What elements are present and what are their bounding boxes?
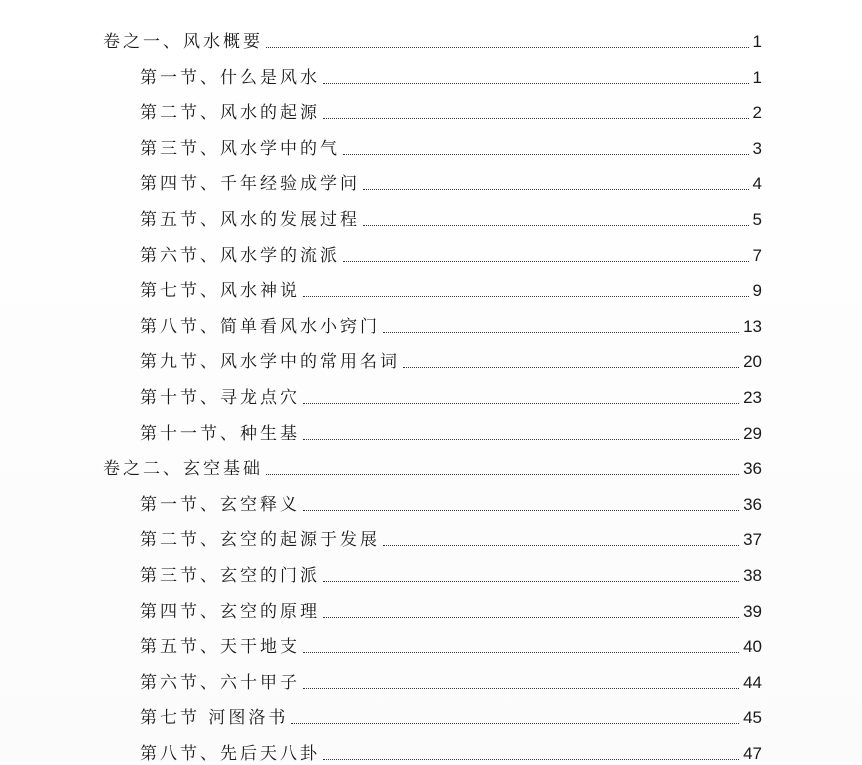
- toc-section-row[interactable]: [140, 136, 762, 160]
- toc-entry-title: 第五节、天干地支: [140, 637, 300, 658]
- toc-page-number: 47: [743, 744, 762, 763]
- toc-section-row[interactable]: [140, 278, 762, 302]
- toc-entry-title: 卷之二、玄空基础: [103, 459, 263, 480]
- toc-page-number: 7: [752, 245, 762, 265]
- dot-leader: [303, 651, 739, 653]
- toc-section-row[interactable]: [140, 670, 762, 694]
- dot-leader: [323, 758, 739, 760]
- toc-page-number: 37: [743, 530, 762, 550]
- toc-page-number: 38: [743, 566, 762, 585]
- toc-page-number: 3: [752, 138, 762, 158]
- toc-entry-title: 第九节、风水学中的常用名词: [140, 352, 400, 373]
- toc-entry-title: 第四节、玄空的原理: [140, 601, 320, 622]
- dot-leader: [291, 722, 739, 724]
- toc-section-row[interactable]: [140, 349, 762, 373]
- toc-section-row[interactable]: [140, 171, 762, 195]
- dot-leader: [303, 509, 739, 511]
- toc-page-number: 4: [752, 174, 762, 194]
- dot-leader: [383, 544, 739, 546]
- dot-leader: [403, 366, 739, 368]
- toc-section-row[interactable]: [140, 243, 762, 267]
- toc-section-row[interactable]: [140, 421, 762, 445]
- toc-entry-title: 第八节、简单看风水小窍门: [140, 316, 380, 337]
- toc-entry-title: 第二节、风水的起源: [140, 103, 320, 124]
- dot-leader: [303, 402, 739, 404]
- toc-page-number: 13: [743, 316, 762, 336]
- dot-leader: [303, 295, 749, 297]
- toc-entry-title: 第十节、寻龙点穴: [140, 388, 300, 408]
- toc-section-row[interactable]: [140, 207, 762, 231]
- toc-page-number: 20: [743, 352, 762, 372]
- toc-section-row[interactable]: [140, 100, 762, 124]
- dot-leader: [323, 580, 739, 582]
- toc-page-number: 23: [743, 388, 762, 407]
- toc-page-number: 1: [752, 32, 762, 51]
- toc-section-row[interactable]: [140, 741, 762, 765]
- toc-section-row[interactable]: [140, 314, 762, 338]
- dot-leader: [383, 331, 739, 333]
- dot-leader: [323, 82, 749, 84]
- dot-leader: [266, 473, 739, 475]
- toc-section-row[interactable]: [140, 599, 762, 623]
- toc-entry-title: 第六节、六十甲子: [140, 672, 300, 693]
- dot-leader: [266, 46, 749, 48]
- toc-entry-title: 第一节、玄空释义: [140, 494, 300, 515]
- toc-page-number: 5: [752, 210, 762, 229]
- toc-section-row[interactable]: [140, 385, 762, 409]
- toc-entry-title: 第二节、玄空的起源于发展: [140, 530, 380, 551]
- toc-page-number: 36: [743, 459, 762, 479]
- toc-entry-title: 第一节、什么是风水: [140, 67, 320, 88]
- dot-leader: [363, 188, 749, 190]
- toc-section-row[interactable]: [140, 65, 762, 89]
- toc-chapter-row[interactable]: [103, 29, 762, 53]
- toc-section-row[interactable]: [140, 705, 762, 729]
- toc-page-number: 44: [743, 672, 762, 692]
- dot-leader: [363, 224, 749, 226]
- dot-leader: [343, 153, 749, 155]
- toc-section-row[interactable]: [140, 492, 762, 516]
- toc-chapter-row[interactable]: [103, 456, 762, 480]
- toc-entry-title: 第四节、千年经验成学问: [140, 174, 360, 195]
- toc-entry-title: 第六节、风水学的流派: [140, 245, 340, 266]
- toc-page-number: 36: [743, 494, 762, 514]
- toc-page-number: 29: [743, 423, 762, 443]
- toc-page-number: 40: [743, 637, 762, 657]
- toc-entry-title: 卷之一、风水概要: [103, 32, 263, 52]
- toc-entry-title: 第三节、玄空的门派: [140, 566, 320, 586]
- dot-leader: [323, 616, 739, 618]
- toc-page-number: 45: [743, 708, 762, 728]
- dot-leader: [303, 438, 739, 440]
- toc-section-row[interactable]: [140, 527, 762, 551]
- toc-entry-title: 第七节 河图洛书: [140, 708, 289, 729]
- toc-entry-title: 第三节、风水学中的气: [140, 138, 340, 159]
- dot-leader: [323, 117, 749, 119]
- toc-section-row[interactable]: [140, 634, 762, 658]
- toc-entry-title: 第十一节、种生基: [140, 423, 300, 444]
- toc-page-number: 1: [752, 67, 762, 87]
- toc-section-row[interactable]: [140, 563, 762, 587]
- toc-entry-title: 第七节、风水神说: [140, 281, 300, 302]
- toc-page-number: 39: [743, 601, 762, 621]
- toc-entry-title: 第五节、风水的发展过程: [140, 210, 360, 230]
- toc-page-number: 2: [752, 103, 762, 123]
- dot-leader: [343, 260, 749, 262]
- dot-leader: [303, 687, 739, 689]
- toc-page-number: 9: [752, 281, 762, 301]
- toc-entry-title: 第八节、先后天八卦: [140, 744, 320, 764]
